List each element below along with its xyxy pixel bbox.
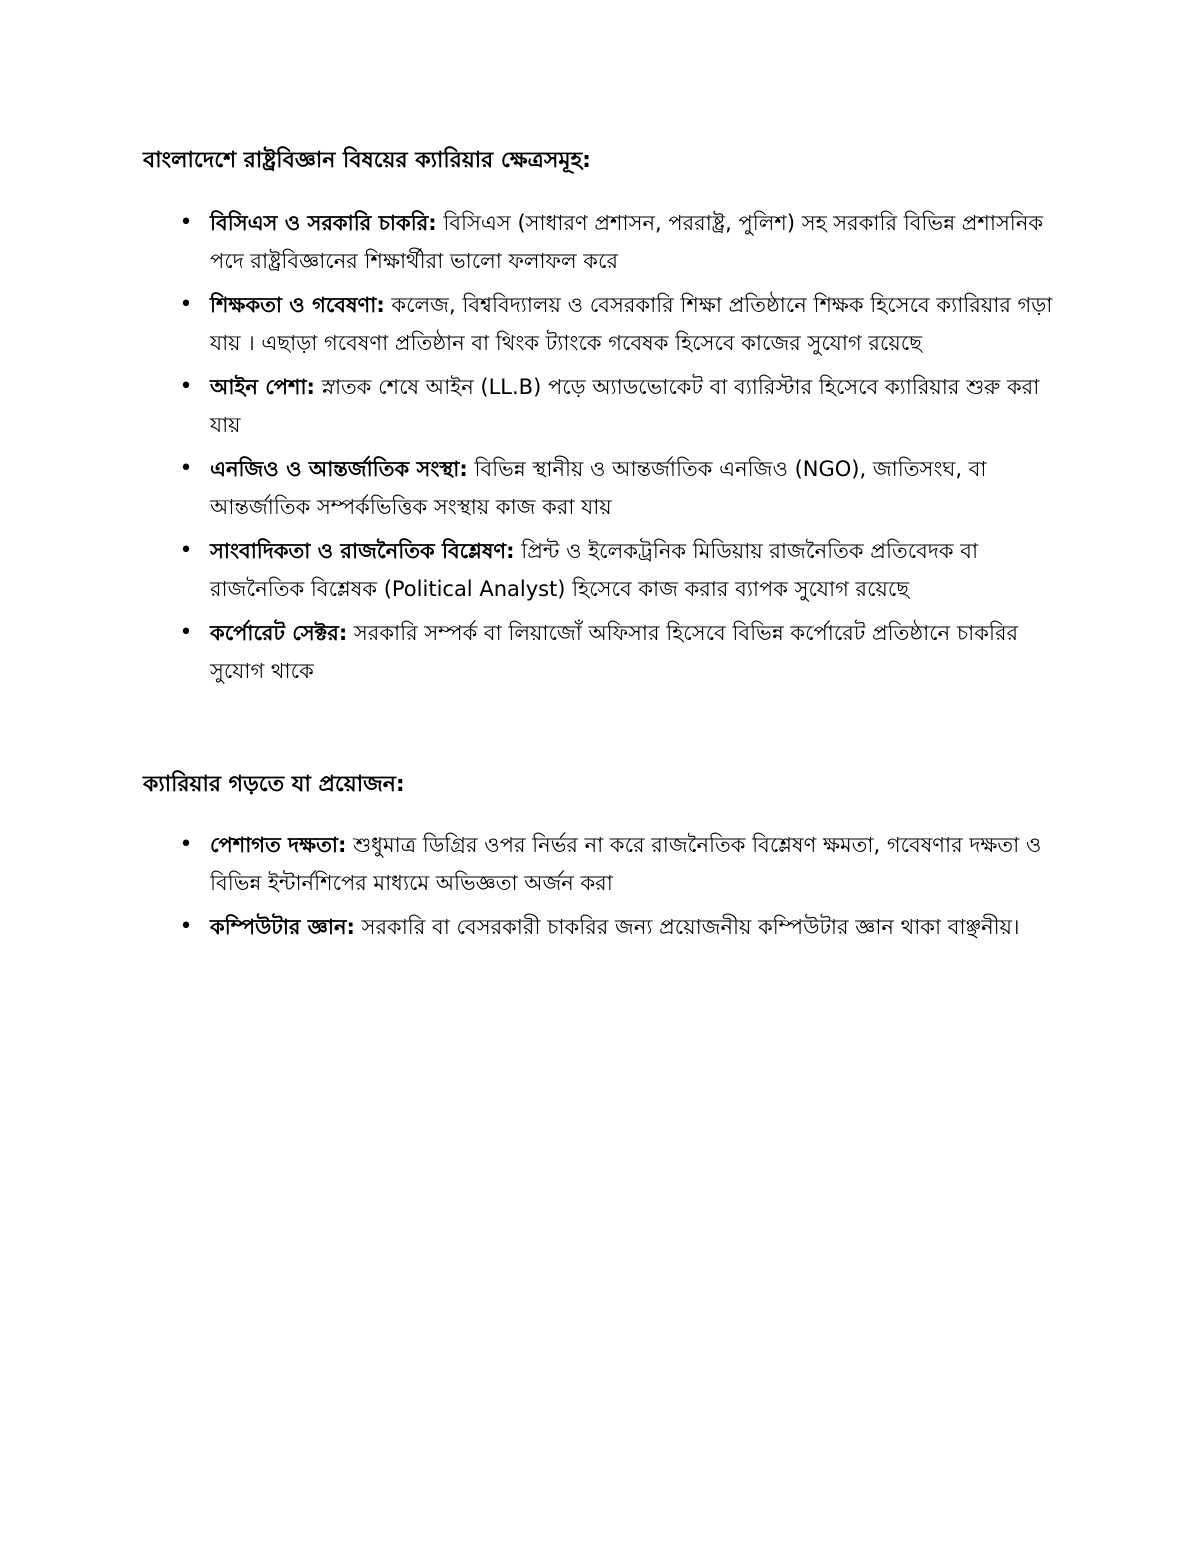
item-term: শিক্ষকতা ও গবেষণা: <box>210 293 385 317</box>
item-text: সরকারি সম্পর্ক বা লিয়াজোঁ অফিসার হিসেবে বিভিন্ন কর্পোরেট প্রতিষ্ঠানে চাকরির সুযোগ থাকে <box>210 621 1019 683</box>
bullet-icon: • <box>179 374 193 399</box>
item-term: এনজিও ও আন্তর্জাতিক সংস্থা: <box>210 457 468 481</box>
item-term: বিসিএস ও সরকারি চাকরি: <box>210 211 437 235</box>
list-item <box>176 826 1076 902</box>
list-item <box>176 614 1076 690</box>
item-term: কম্পিউটার জ্ঞান: <box>210 915 355 939</box>
list-item <box>176 532 1076 608</box>
bullet-icon: • <box>179 620 193 645</box>
item-text: স্নাতক শেষে আইন (LL.B) পড়ে অ্যাডভোকেট বা ব্যারিস্টার হিসেবে ক্যারিয়ার শুরু করা যায় <box>210 375 1040 437</box>
bullet-icon: • <box>179 914 193 939</box>
bullet-icon: • <box>179 210 193 235</box>
item-text: বিভিন্ন স্থানীয় ও আন্তর্জাতিক এনজিও (NGO), জাতিসংঘ, বা আন্তর্জাতিক সম্পর্কভিত্তিক সংস্থায় কাজ করা যায় <box>210 457 987 519</box>
career-fields-list <box>176 204 1076 696</box>
bullet-icon: • <box>179 832 193 857</box>
bullet-icon: • <box>179 538 193 563</box>
item-text: প্রিন্ট ও ইলেকট্রনিক মিডিয়ায় রাজনৈতিক প্রতিবেদক বা রাজনৈতিক বিশ্লেষক (Political Analyst) হিসেবে কাজ করার ব্যাপক সুযোগ রয়েছে <box>210 539 979 601</box>
section-heading-requirements: ক্যারিয়ার গড়তে যা প্রয়োজন: <box>143 772 405 797</box>
section-heading-career-fields: বাংলাদেশে রাষ্ট্রবিজ্ঞান বিষয়ের ক্যারিয়ার ক্ষেত্রসমূহ: <box>143 148 591 173</box>
item-text: কলেজ, বিশ্ববিদ্যালয় ও বেসরকারি শিক্ষা প্রতিষ্ঠানে শিক্ষক হিসেবে ক্যারিয়ার গড়া যায় । এছাড়া গবেষণা প্রতিষ্ঠান বা থিংক ট্যাংকে গবেষক হিসেবে কাজের সুযোগ রয়েছে <box>210 293 1053 355</box>
item-term: পেশাগত দক্ষতা: <box>210 833 347 857</box>
item-term: কর্পোরেট সেক্টর: <box>210 621 348 645</box>
list-item <box>176 450 1076 526</box>
list-item <box>176 204 1076 280</box>
item-term: আইন পেশা: <box>210 375 315 399</box>
bullet-icon: • <box>179 292 193 317</box>
list-item <box>176 286 1076 362</box>
item-text: শুধুমাত্র ডিগ্রির ওপর নির্ভর না করে রাজনৈতিক বিশ্লেষণ ক্ষমতা, গবেষণার দক্ষতা ও বিভিন্ন ইন্টার্নশিপের মাধ্যমে অভিজ্ঞতা অর্জন করা <box>210 833 1042 895</box>
list-item <box>176 368 1076 444</box>
requirements-list <box>176 826 1076 952</box>
list-item <box>176 908 1076 946</box>
bullet-icon: • <box>179 456 193 481</box>
item-term: সাংবাদিকতা ও রাজনৈতিক বিশ্লেষণ: <box>210 539 515 563</box>
item-text: সরকারি বা বেসরকারী চাকরির জন্য প্রয়োজনীয় কম্পিউটার জ্ঞান থাকা বাঞ্ছনীয়। <box>361 915 1020 939</box>
item-text: বিসিএস (সাধারণ প্রশাসন, পররাষ্ট্র, পুলিশ) সহ সরকারি বিভিন্ন প্রশাসনিক পদে রাষ্ট্রবিজ্ঞানের শিক্ষার্থীরা ভালো ফলাফল করে <box>210 211 1044 273</box>
